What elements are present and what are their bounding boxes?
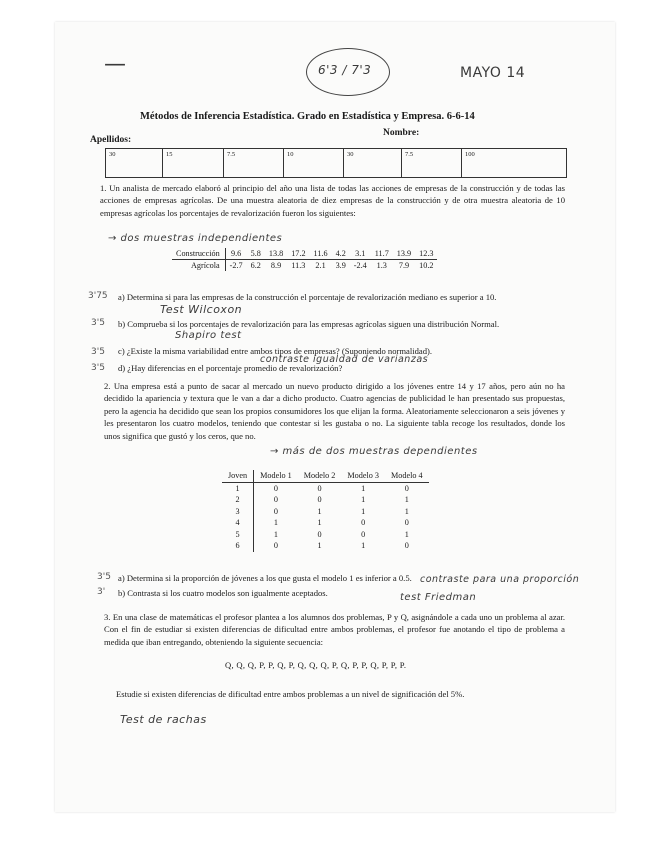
table-cell: 5 xyxy=(222,529,254,541)
exam-title: Métodos de Inferencia Estadística. Grado en Estadística y Empresa. 6-6-14 xyxy=(140,111,475,122)
table-row xyxy=(222,506,429,518)
score-cell: 30 xyxy=(344,149,402,177)
table-cell: 1 xyxy=(273,529,278,539)
q1b-text: b) Comprueba si los porcentajes de revalorización para las empresas agrícolas siguen una distribución Normal. xyxy=(118,319,500,329)
table-cell: 4.2 xyxy=(332,248,350,260)
score-cell: 7.5 xyxy=(224,149,284,177)
item-mark: 3'5 xyxy=(91,363,105,373)
column-header: Modelo 4 xyxy=(385,470,429,482)
grade-text: 6'3 / 7'3 xyxy=(318,63,372,77)
q2b-note: test Friedman xyxy=(400,592,477,603)
q2b-text: b) Contrasta si los cuatro modelos son igualmente aceptados. xyxy=(118,588,328,598)
table-cell: 13.9 xyxy=(393,248,415,260)
table-cell: 1 xyxy=(361,495,366,504)
table-cell: 1 xyxy=(361,506,366,516)
table-cell: 0 xyxy=(317,529,322,539)
table-cell: 17.2 xyxy=(287,248,309,260)
item-mark: 3'5 xyxy=(97,572,111,582)
table-cell: -2.7 xyxy=(229,261,243,270)
score-cell: 100 xyxy=(465,151,475,158)
table-cell: 1 xyxy=(273,518,278,527)
table-cell: 9.6 xyxy=(225,248,246,260)
row-label: Agrícola xyxy=(172,260,225,272)
table-row xyxy=(172,248,437,260)
table-cell: 6 xyxy=(222,540,254,552)
q2-table xyxy=(222,470,429,552)
table-cell: 1 xyxy=(361,483,366,493)
item-mark: 3'75 xyxy=(88,291,108,301)
table-cell: 1 xyxy=(404,495,409,504)
table-cell: 0 xyxy=(273,541,278,550)
table-cell: 0 xyxy=(317,495,322,504)
table-cell: 10.2 xyxy=(419,261,434,270)
table-cell: 8.9 xyxy=(270,261,282,270)
table-cell: 0 xyxy=(404,541,409,550)
q1-text: 1. Un analista de mercado elaboró al principio del año una lista de todas las acciones de empresas de la construcción y de todas las acciones de empresas agrícolas. De una muestra aleatoria de diez empresas de la construcción y de otra muestra aleatoria de 10 empresas agrícolas los porcentajes de revalorización fueron los siguientes: xyxy=(100,183,565,218)
score-cell: 10 xyxy=(284,149,344,177)
table-cell: 0 xyxy=(361,529,366,539)
table-cell: 4 xyxy=(222,517,254,529)
q1d-text: d) ¿Hay diferencias en el porcentaje promedio de revalorización? xyxy=(118,363,343,373)
column-header: Modelo 2 xyxy=(298,470,342,482)
table-cell: 11.7 xyxy=(371,248,393,260)
table-row xyxy=(172,260,437,272)
q2-text: 2. Una empresa está a punto de sacar al mercado un nuevo producto dirigido a los jóvenes entre 14 y 17 años, pero aún no ha decidido la apariencia y textura que le van a dar a dicho producto. Cuatro agencias de publicidad le han presentado sus propuestas, pero la agencia ha decidido que sean los propios consumidores los que elijan la forma. Aleatoriamente seleccionaron a seis jóvenes y les presentaron los cuatro modelos, teniendo que contestar si les gustaba o no. La siguiente tabla recoge los resultados, donde los unos significa que gustó y los ceros, que no. xyxy=(104,381,565,441)
table-cell: 0 xyxy=(361,518,366,527)
table-header-row xyxy=(222,470,429,482)
item-mark: 3' xyxy=(97,587,106,597)
table-cell: 3.1 xyxy=(350,248,371,260)
column-header: Modelo 1 xyxy=(254,470,298,482)
table-cell: 3 xyxy=(222,506,254,518)
table-row xyxy=(222,529,429,541)
row-label: Construcción xyxy=(172,248,225,260)
table-cell: 13.8 xyxy=(265,248,287,260)
table-cell: 1 xyxy=(317,506,322,516)
item-mark: 3'5 xyxy=(91,318,105,328)
q1b-note: Shapiro test xyxy=(175,330,242,341)
score-cell: 7.5 xyxy=(402,149,462,177)
table-cell: -2.4 xyxy=(353,261,367,270)
q1c-note: contraste igualdad de varianzas xyxy=(260,354,429,365)
table-cell: 11.6 xyxy=(310,248,332,260)
table-cell: 0 xyxy=(317,483,322,493)
table-cell: 0 xyxy=(404,518,409,527)
table-cell: 1 xyxy=(361,541,366,550)
column-header: Joven xyxy=(222,470,254,482)
q1a-text: a) Determina si para las empresas de la construcción el porcentaje de revalorización mediano es superior a 10. xyxy=(118,292,497,302)
table-cell: 0 xyxy=(273,483,278,493)
date-text: MAYO 14 xyxy=(460,65,526,81)
table-cell: 1 xyxy=(222,482,254,494)
q1-note: → dos muestras independientes xyxy=(108,233,283,244)
table-cell: 1 xyxy=(404,529,409,539)
nombre-label: Nombre: xyxy=(383,128,420,138)
table-cell: 11.3 xyxy=(291,261,306,270)
score-cell: 15 xyxy=(163,149,224,177)
table-cell: 12.3 xyxy=(415,248,437,260)
q1c-text: c) ¿Existe la misma variabilidad entre ambos tipos de empresas? (Suponiendo normalidad). xyxy=(118,346,433,356)
table-cell: 3.9 xyxy=(335,261,346,270)
q3-text: 3. En una clase de matemáticas el profesor plantea a los alumnos dos problemas, P y Q, asignándole a cada uno un problema al azar. Con el fin de estudiar si existen diferencias de dificultad entre ambos problemas, el profesor fue anotando el tipo de problema a medida que iban entregando, obteniendo la siguiente secuencia: xyxy=(104,612,565,647)
table-cell: 1 xyxy=(404,506,409,516)
table-row xyxy=(222,540,429,552)
score-cell: 30 xyxy=(106,149,163,177)
table-cell: 1 xyxy=(317,541,322,550)
column-header: Modelo 3 xyxy=(341,470,385,482)
q2a-note: contraste para una proporción xyxy=(420,574,580,585)
table-row xyxy=(222,482,429,494)
q3-question: Estudie si existen diferencias de dificultad entre ambos problemas a un nivel de significación del 5%. xyxy=(116,689,465,699)
table-cell: 0 xyxy=(404,483,409,493)
table-cell: 2 xyxy=(222,494,254,506)
table-cell: 6.2 xyxy=(250,261,261,270)
table-row xyxy=(222,517,429,529)
q1a-note: Test Wilcoxon xyxy=(160,303,243,316)
q2a-text: a) Determina si la proporción de jóvenes a los que gusta el modelo 1 es inferior a 0.5. xyxy=(118,573,412,583)
item-mark: 3'5 xyxy=(91,347,105,357)
header-dash: — xyxy=(104,52,127,77)
table-cell: 2.1 xyxy=(315,261,326,270)
q3-note: Test de rachas xyxy=(120,713,207,726)
table-cell: 5.8 xyxy=(247,248,265,260)
q3-sequence: Q, Q, Q, P, P, Q, P, Q, Q, Q, P, Q, P, P, Q, P, P, P. xyxy=(225,660,407,670)
table-row xyxy=(222,494,429,506)
table-cell: 1.3 xyxy=(376,261,387,270)
table-cell: 1 xyxy=(317,518,322,527)
q1-table xyxy=(172,248,437,271)
score-table xyxy=(105,148,567,178)
q2-note: → más de dos muestras dependientes xyxy=(270,446,478,457)
table-cell: 0 xyxy=(273,506,278,516)
table-cell: 0 xyxy=(273,495,278,504)
table-cell: 7.9 xyxy=(398,261,410,270)
apellidos-label: Apellidos: xyxy=(90,135,132,145)
